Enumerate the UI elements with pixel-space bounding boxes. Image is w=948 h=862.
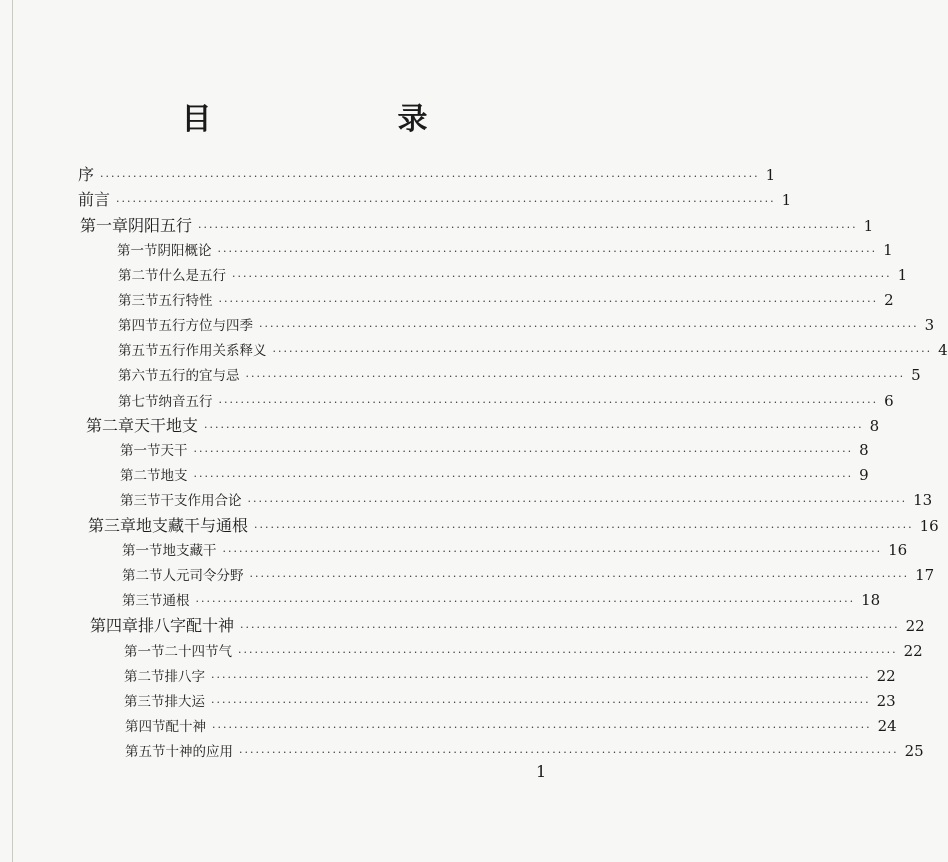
toc-entry-page: 8 (869, 417, 880, 435)
toc-entry-number: 第四节 (125, 719, 166, 735)
toc-section-entry (124, 639, 923, 663)
toc-entry-number: 第四章 (90, 616, 139, 635)
toc-leader-dots: ························································································································ (232, 270, 892, 283)
toc-entry-number: 第五节 (118, 343, 159, 359)
toc-leader-dots: ························································································································ (272, 345, 933, 358)
toc-leader-dots: ························································································································ (217, 245, 878, 258)
toc-leader-dots: ························································································································ (240, 621, 900, 634)
toc-leader-dots: ························································································································ (116, 195, 776, 208)
toc-entry-number: 第二节 (124, 669, 165, 685)
toc-section-entry (118, 338, 948, 362)
toc-leader-dots: ························································································································ (239, 746, 899, 759)
toc-entry-number: 第二节 (122, 568, 163, 584)
toc-entry-number: 第一节 (120, 443, 161, 459)
toc-entry-title: 排八字配十神 (138, 616, 235, 635)
toc-section-entry (124, 689, 896, 713)
toc-entry-page: 22 (876, 667, 896, 685)
toc-entry-page: 5 (911, 366, 921, 384)
toc-section-entry (118, 313, 935, 337)
toc-entry-page: 8 (859, 441, 869, 459)
toc-leader-dots: ························································································································ (238, 646, 898, 659)
toc-entry-title: 二十四节气 (164, 644, 232, 660)
toc-entry-title: 干支作用合论 (160, 493, 242, 509)
toc-section-entry (118, 389, 894, 413)
toc-leader-dots: ························································································································ (195, 595, 856, 608)
toc-entry-number: 第六节 (118, 368, 159, 384)
toc-section-entry (117, 238, 893, 262)
toc-chapter-entry (78, 188, 792, 212)
toc-leader-dots: ························································································································ (222, 545, 883, 558)
toc-entry-title: 通根 (162, 593, 190, 609)
toc-entry-title: 排大运 (164, 694, 205, 710)
toc-entry-title: 天干地支 (134, 416, 199, 435)
toc-entry-page: 1 (897, 266, 908, 284)
toc-section-entry (125, 739, 924, 763)
toc-entry-title: 阴阳五行 (128, 216, 193, 235)
toc-leader-dots: ························································································································ (245, 370, 906, 383)
page-title: 目 录 (181, 102, 506, 137)
toc-entry-title: 五行方位与四季 (158, 318, 253, 334)
toc-entry-page: 1 (863, 217, 874, 235)
toc-entry-number: 第三节 (124, 694, 165, 710)
toc-entry-number: 第三节 (118, 293, 159, 309)
toc-leader-dots: ························································································································ (193, 445, 854, 458)
toc-entry-title: 配十神 (165, 719, 206, 735)
toc-section-entry (122, 588, 881, 612)
toc-entry-page: 17 (915, 566, 935, 584)
toc-entry-title: 十神的应用 (165, 744, 233, 760)
toc-section-entry (118, 263, 908, 287)
toc-section-entry (118, 288, 894, 312)
toc-leader-dots: ························································································································ (198, 221, 858, 234)
toc-entry-title: 天干 (160, 443, 188, 459)
toc-entry-title: 地支 (160, 468, 188, 484)
toc-entry-page: 13 (913, 491, 933, 509)
toc-entry-number: 第七节 (118, 394, 159, 410)
page-number: 1 (536, 762, 547, 781)
toc-entry-number: 第二节 (120, 468, 161, 484)
toc-entry-title: 地支藏干与通根 (136, 516, 249, 535)
toc-entry-number: 第三节 (122, 593, 163, 609)
toc-leader-dots: ························································································································ (259, 320, 919, 333)
toc-entry-title: 五行特性 (158, 293, 213, 309)
toc-entry-page: 24 (877, 717, 897, 735)
toc-entry-title: 阴阳概论 (157, 243, 212, 259)
toc-leader-dots: ························································································································ (212, 721, 872, 734)
toc-entry-page: 6 (884, 392, 894, 410)
toc-leader-dots: ························································································································ (211, 671, 871, 684)
toc-leader-dots: ························································································································ (100, 170, 760, 183)
toc-entry-number: 序 (78, 165, 95, 184)
toc-leader-dots: ························································································································ (193, 470, 854, 483)
toc-chapter-entry (88, 514, 939, 538)
toc-entry-number: 第五节 (125, 744, 166, 760)
toc-section-entry (120, 488, 933, 512)
toc-section-entry (122, 563, 935, 587)
toc-leader-dots: ························································································································ (204, 421, 864, 434)
toc-entry-number: 第三章 (88, 516, 137, 535)
toc-entry-page: 22 (903, 642, 923, 660)
toc-entry-page: 16 (919, 517, 939, 535)
toc-entry-number: 第一节 (124, 644, 165, 660)
toc-leader-dots: ························································································································ (211, 696, 871, 709)
toc-entry-title: 什么是五行 (158, 268, 226, 284)
toc-section-entry (125, 714, 897, 738)
toc-entry-page: 3 (924, 316, 935, 334)
toc-entry-page: 18 (861, 591, 881, 609)
toc-chapter-entry (90, 614, 925, 638)
toc-section-entry (122, 538, 908, 562)
toc-entry-page: 1 (765, 166, 776, 184)
toc-chapter-entry (80, 214, 874, 238)
toc-entry-page: 1 (883, 241, 893, 259)
toc-section-entry (124, 664, 896, 688)
toc-chapter-entry (86, 414, 880, 438)
toc-entry-page: 1 (781, 191, 792, 209)
toc-entry-page: 22 (905, 617, 925, 635)
toc-entry-number: 第三节 (120, 493, 161, 509)
toc-entry-title: 排八字 (164, 669, 205, 685)
toc-leader-dots: ························································································································ (218, 295, 879, 308)
toc-entry-number: 第二章 (86, 416, 135, 435)
toc-entry-title: 地支藏干 (162, 543, 217, 559)
toc-section-entry (120, 463, 869, 487)
toc-section-entry (120, 438, 869, 462)
toc-entry-page: 23 (876, 692, 896, 710)
toc-entry-number: 前言 (78, 190, 111, 209)
toc-leader-dots: ························································································································ (249, 570, 910, 583)
toc-entry-page: 9 (859, 466, 869, 484)
toc-entry-page: 4 (938, 341, 948, 359)
toc-entry-title: 五行的宜与忌 (158, 368, 240, 384)
toc-entry-number: 第一章 (80, 216, 129, 235)
toc-entry-title: 人元司令分野 (162, 568, 244, 584)
toc-entry-title: 五行作用关系释义 (158, 343, 267, 359)
toc-leader-dots: ························································································································ (254, 521, 914, 534)
toc-leader-dots: ························································································································ (218, 396, 879, 409)
toc-entry-number: 第一节 (117, 243, 158, 259)
toc-chapter-entry (78, 163, 776, 187)
toc-entry-number: 第四节 (118, 318, 159, 334)
toc-entry-page: 2 (884, 291, 894, 309)
toc-entry-page: 16 (888, 541, 908, 559)
toc-entry-number: 第一节 (122, 543, 163, 559)
toc-entry-title: 纳音五行 (158, 394, 213, 410)
toc-section-entry (118, 363, 921, 387)
toc-leader-dots: ························································································································ (247, 495, 908, 508)
toc-entry-page: 25 (904, 742, 924, 760)
toc-entry-number: 第二节 (118, 268, 159, 284)
